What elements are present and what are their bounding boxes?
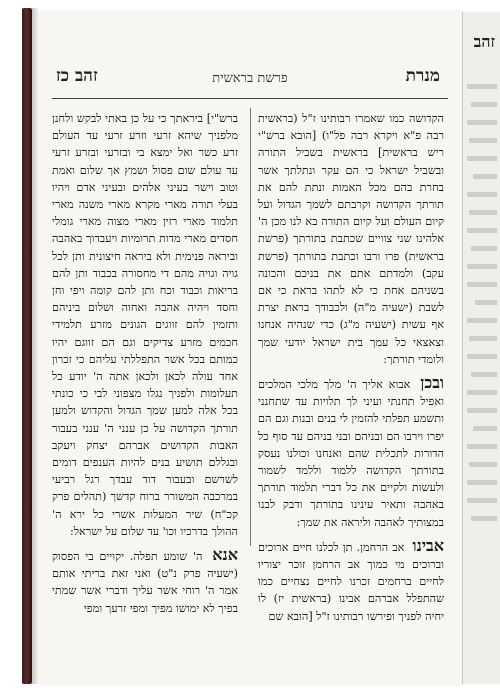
adjacent-page-header: זהב: [473, 32, 495, 51]
column-divider: [250, 108, 251, 546]
adjacent-text-line: [471, 372, 497, 377]
adjacent-text-line: [467, 318, 497, 323]
adjacent-text-line: [469, 138, 497, 143]
adjacent-text-line: [473, 174, 497, 179]
adjacent-text-line: [467, 444, 497, 449]
paragraph-lead-word: אנא: [212, 545, 238, 565]
adjacent-text-line: [467, 120, 497, 125]
paragraph: [258, 374, 444, 531]
paragraph-text: ה' שומע תפלה. יקויים בי הפסוק (ישעיה פרק נ"ט) ואני זאת בריתי אותם אמר ה' רוחי אשר עליך ודברי אשר שמתי בפיך לא ימושו מפיך ומפי זרעך ומפי: [52, 550, 238, 615]
adjacent-text-line: [467, 228, 497, 233]
paragraph: הקדושה כמו שאמרו רבותינו ז"ל (בראשית רבה פ"א ויקרא רבה פל"ו) [הובא ברש"י ריש בראשית] בראשית בשביל התורה ובשביל ישראל כי הם עקר ונתלתך אשר בחרת בהם מכל האמות ונתת להם את תורתך הקדושה וקרבתם לשמך הגדול ועל קיום העולם ועל קיום התורה בא לנו מכן ה' אלהינו שני צוויים שכתבת בתורתך (פרשת בראשית) פרו ורבו וכתבת בתורתך (פרשת עקב) ולמדתם אתם את בניכם והכונה בשניהם אחת כי לא לתהו בראת כי אם לשבת (ישעיה מ"ה) ולכבודך בראת יצרת אף עשית (ישעיה מ"ג) כדי שנהיה אנחנו וצאצאי כל עמך בית ישראל יודעי שמך ולומדי תורתך:: [258, 112, 444, 366]
adjacent-text-line: [471, 246, 497, 251]
paragraph-lead-word: אבינו: [412, 535, 444, 555]
adjacent-text-line: [473, 426, 497, 431]
adjacent-text-line: [467, 498, 497, 503]
adjacent-text-line: [467, 84, 497, 89]
adjacent-text-line: [467, 408, 497, 413]
adjacent-text-line: [467, 264, 497, 269]
book-cover-edge: [22, 8, 32, 684]
adjacent-text-line: [469, 462, 497, 467]
running-head-title: מנרת: [405, 66, 440, 86]
paragraph: ברש"י] ביראתך כי על כן באתי לבקש ולחנן מלפניך שיהא זרעי וזרע זרעי עד העולם זרע כשר ואל ימצא בי ובזרעי ובזרע זרעי עד עולם שום פסול ושמץ אך שלום ואמת וטוב וישר בעיני אלהים ובעיני אדם ויהיו בעלי תורה מארי מקרא מארי משנה מארי תלמוד מארי רזין מארי מצוה מארי גומלי חסדים מארי מדות תרומיות ויעבדוך באהבה וביראה פנימית ולא ביראה חיצונית ותן לכל גויה וגויה מהם די מחסורה בכבוד ותן להם בריאות וכבוד וכח ותן להם קומה ויפי וחן וחסד ויהיה אהבה ואחוה ושלום ביניהם ותזמין להם זווגים הגונים מזרע תלמידי חכמים מזרע צדיקים וגם הם זווגם יהיו כמותם בכל אשר התפללתי עליהם כי זכרון אחד עולה לכאן ולכאן אתה ה' יודע כל תעלומות ולפניך נגלו מצפוני לבי כי כונתי בכל אלה למען שמך הגדול והקדוש ולמען תורתך הקדושה על כן ענני ה' ענני בעבור האבות הקדושים אברהם יצחק ויעקב ובגללם תושיע בנים להיות הענפים דומים לשרשם ובעבור דוד עבדך רגל רביעי במרכבה המשורר ברוח קדשך (תהלים פרק קכ"ח) שיר המעלות אשרי כל ירא ה' ההולך בדרכיו וכו' עד שלום על ישראל:: [52, 112, 238, 538]
paragraph-text: אבוא אליך ה' מלך מלכי המלכים ואפיל תחנתי ועיני לך תלויות עד שתחנני ותשמע תפלתי להזמין לי בנים ובנות וגם הם יפרו וירבו הם ובניהם ובני בניהם עד סוף כל הדורות לתכלית שהם ואנחנו וכולנו נעסק בתורתך הקדושה ללמוד וללמד לשמור ולעשות ולקיים את כל דברי תלמוד תורתך באהבה ותאיר עינינו בתורתך ודבק לבנו במצותיך לאהבה וליראה את שמך:: [258, 378, 444, 529]
adjacent-text-line: [467, 192, 497, 197]
adjacent-text-line: [467, 390, 497, 395]
adjacent-text-line: [471, 516, 497, 521]
adjacent-text-line: [475, 300, 497, 305]
adjacent-text-line: [469, 336, 497, 341]
adjacent-text-line: [467, 282, 497, 287]
text-column-left: [52, 110, 238, 623]
adjacent-text-line: [469, 210, 497, 215]
adjacent-page-edge: [462, 12, 500, 684]
header-rule: [52, 98, 448, 99]
book-page: [38, 12, 462, 684]
paragraph: [52, 546, 238, 617]
adjacent-text-line: [471, 102, 497, 107]
adjacent-text-line: [467, 156, 497, 161]
adjacent-text-line: [467, 354, 497, 359]
running-head: [38, 66, 462, 100]
running-head-page-number: זהב כז: [56, 66, 98, 86]
adjacent-text-line: [467, 480, 497, 485]
paragraph: [258, 537, 444, 625]
paragraph-text: אב הרחמן. תן לכלנו חיים ארוכים וברוכים מי כמוך אב הרחמן זוכר יצוריו לחיים ברחמים זכרנו לחיים נצחיים כמו שהתפלל אברהם אבינו (בראשית יז) לו יחיה לפניך ופירשו רבותינו ז"ל [הובא שם: [258, 540, 444, 623]
running-head-parasha: פרשת בראשית: [212, 71, 288, 86]
paragraph-lead-word: ובכן: [420, 373, 444, 393]
text-column-right: [258, 110, 444, 631]
